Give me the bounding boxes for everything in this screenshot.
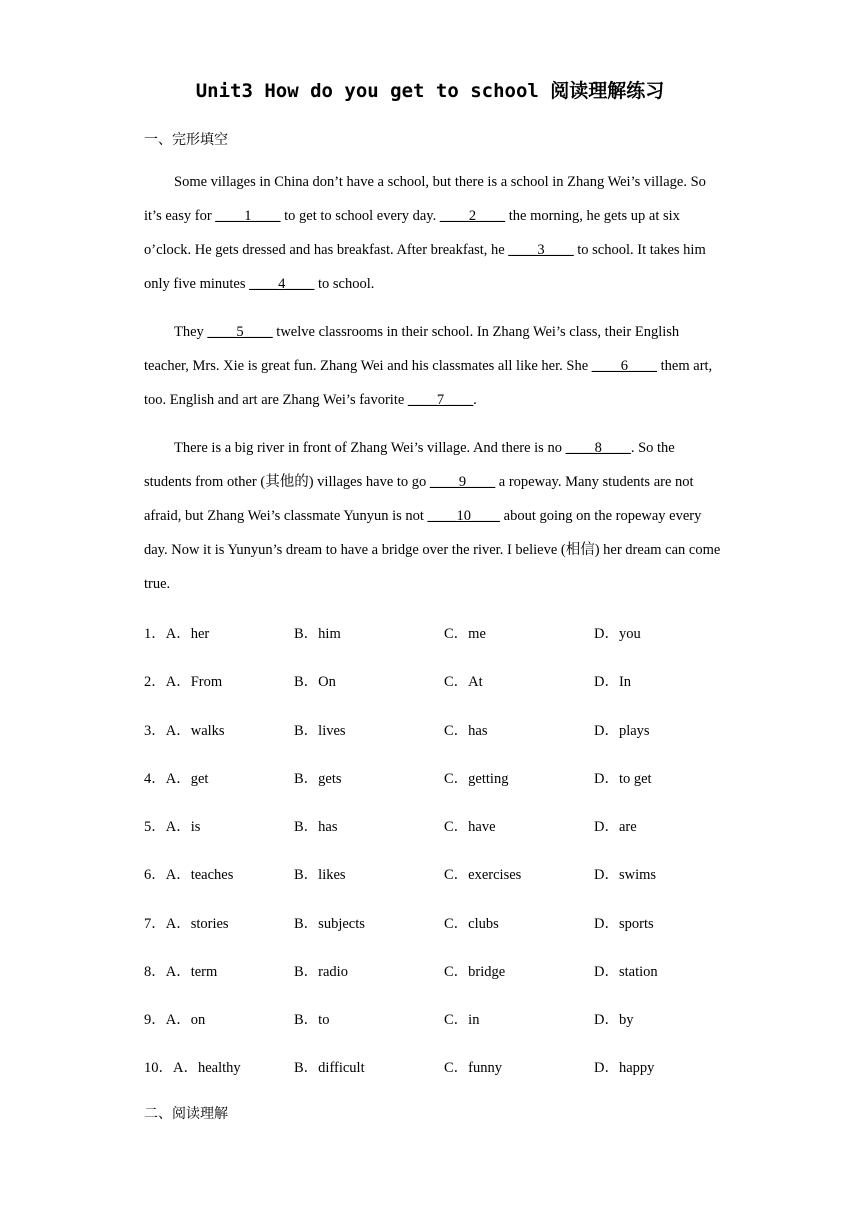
option-b: B．him	[294, 626, 341, 642]
option-b: B．likes	[294, 867, 346, 883]
option-c: C．funny	[444, 1060, 502, 1076]
paragraph-text: They	[174, 324, 208, 340]
option-d: D．sports	[594, 916, 654, 932]
blank-3: ____3____	[508, 242, 574, 258]
paragraph-text: to school.	[314, 276, 375, 292]
paragraph-text: . So the students from other (其他的) villages have to go	[144, 440, 675, 490]
document-title: Unit3 How do you get to school 阅读理解练习	[195, 80, 665, 102]
option-a: 5．A．is	[144, 819, 201, 835]
option-d: D．swims	[594, 867, 657, 883]
option-b: B．On	[294, 674, 336, 690]
option-a: 7．A．stories	[144, 916, 229, 932]
paragraph-text: about going on the ropeway every day. Now it is Yunyun’s dream to have a bridge over the river. I believe (相信) her dream can come true.	[144, 508, 721, 592]
section-heading-cloze: 一、完形填空	[144, 132, 228, 148]
question-row	[144, 719, 744, 743]
option-a: 1．A．her	[144, 626, 210, 642]
question-row	[144, 670, 744, 694]
option-a: 6．A．teaches	[144, 867, 234, 883]
option-d: D．by	[594, 1012, 634, 1028]
paragraph-text: to school. It takes him only five minutes	[144, 242, 706, 292]
option-a: 2．A．From	[144, 674, 223, 690]
option-d: D．station	[594, 964, 658, 980]
option-a: 4．A．get	[144, 771, 209, 787]
option-d: D．you	[594, 626, 641, 642]
option-c: C．has	[444, 723, 488, 739]
option-d: D．to get	[594, 771, 652, 787]
paragraph-text: to get to school every day.	[280, 208, 440, 224]
passage-paragraph-2	[144, 315, 724, 417]
blank-4: ____4____	[249, 276, 315, 292]
blank-5: ____5____	[207, 324, 273, 340]
question-row	[144, 912, 744, 936]
question-row	[144, 960, 744, 984]
option-b: B．lives	[294, 723, 346, 739]
option-a: 9．A．on	[144, 1012, 206, 1028]
section-heading-reading: 二、阅读理解	[144, 1106, 228, 1122]
paragraph-text: them art, too. English and art are Zhang Wei’s favorite	[144, 358, 713, 408]
option-b: B．subjects	[294, 916, 365, 932]
option-c: C．have	[444, 819, 496, 835]
option-c: C．me	[444, 626, 486, 642]
paragraph-text: the morning, he gets up at six o’clock. He gets dressed and has breakfast. After breakfast, he	[144, 208, 680, 258]
option-b: B．has	[294, 819, 338, 835]
blank-7: ____7____	[407, 392, 474, 408]
question-row	[144, 815, 744, 839]
option-a: 3．A．walks	[144, 723, 225, 739]
option-c: C．clubs	[444, 916, 499, 932]
blank-2: ____2____	[439, 208, 506, 224]
blank-10: ____10____	[427, 508, 501, 524]
option-b: B．gets	[294, 771, 342, 787]
option-c: C．exercises	[444, 867, 522, 883]
option-c: C．getting	[444, 771, 509, 787]
paragraph-text: twelve classrooms in their school. In Zhang Wei’s class, their English teacher, Mrs. Xie is great fun. Zhang Wei and his classmates all like her. She	[144, 324, 680, 374]
option-a: 10．A．healthy	[144, 1060, 241, 1076]
blank-1: ____1____	[215, 208, 281, 224]
option-c: C．in	[444, 1012, 480, 1028]
option-d: D．plays	[594, 723, 650, 739]
option-a: 8．A．term	[144, 964, 218, 980]
paragraph-text: .	[473, 392, 477, 408]
option-b: B．to	[294, 1012, 330, 1028]
blank-8: ____8____	[565, 440, 631, 456]
passage-paragraph-3	[144, 431, 724, 601]
option-d: D．are	[594, 819, 637, 835]
question-row	[144, 622, 744, 646]
question-row	[144, 1008, 744, 1032]
option-c: C．bridge	[444, 964, 506, 980]
question-row	[144, 767, 744, 791]
option-d: D．In	[594, 674, 632, 690]
option-d: D．happy	[594, 1060, 655, 1076]
option-c: C．At	[444, 674, 483, 690]
option-b: B．difficult	[294, 1060, 365, 1076]
blank-9: ____9____	[429, 474, 496, 490]
paragraph-text: a ropeway. Many students are not afraid, but Zhang Wei’s classmate Yunyun is not	[144, 474, 694, 524]
question-row	[144, 863, 744, 887]
passage-paragraph-1	[144, 165, 724, 301]
blank-6: ____6____	[591, 358, 658, 374]
paragraph-text: There is a big river in front of Zhang Wei’s village. And there is no	[174, 440, 566, 456]
option-b: B．radio	[294, 964, 348, 980]
question-row	[144, 1056, 744, 1080]
paragraph-text: Some villages in China don’t have a school, but there is a school in Zhang Wei’s village. So it’s easy for	[144, 174, 706, 224]
